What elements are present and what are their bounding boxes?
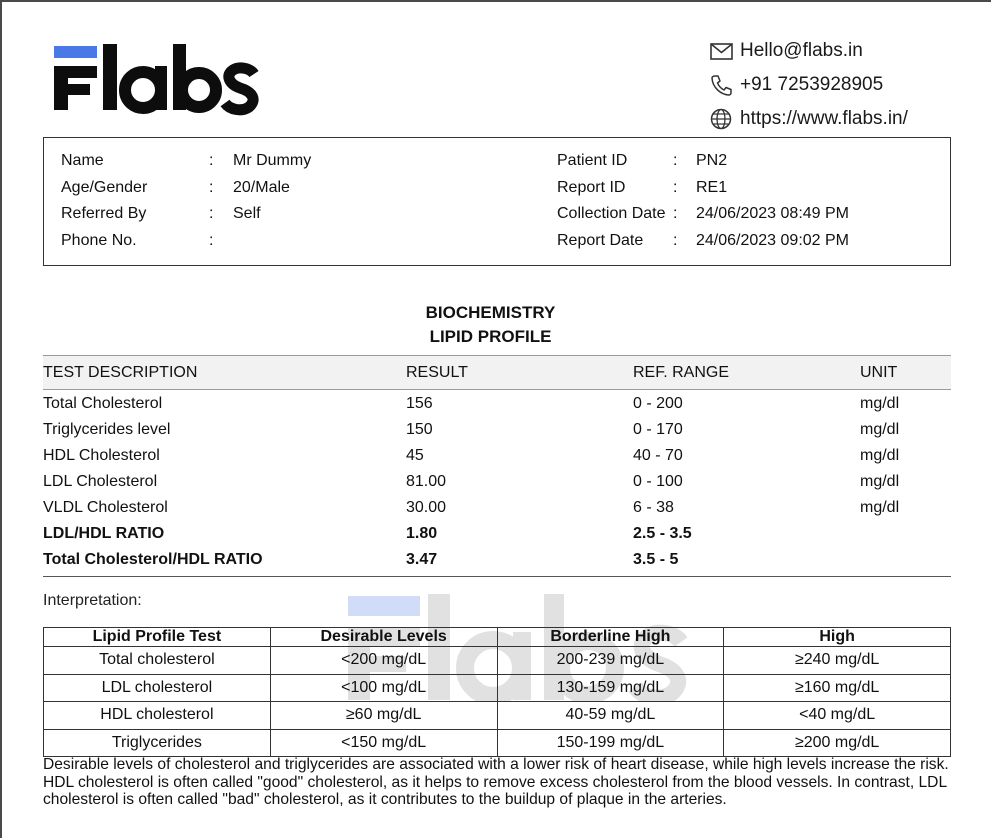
test-ref-range: 0 - 170	[633, 421, 683, 438]
patient-referred-by-value: Self	[233, 205, 261, 222]
colon: :	[209, 231, 214, 249]
table-row	[44, 647, 951, 675]
interpretation-header-row	[44, 628, 951, 647]
test-name: Total Cholesterol/HDL RATIO	[43, 551, 263, 568]
lipid-test-name: Triglycerides	[44, 729, 271, 757]
patient-right-values	[696, 151, 849, 257]
table-row	[44, 729, 951, 757]
flabs-logo	[54, 44, 264, 116]
test-name: Total Cholesterol	[43, 395, 163, 412]
desirable-level: <100 mg/dL	[270, 674, 497, 702]
interpretation-table	[43, 627, 951, 757]
header-borderline-high: Borderline High	[497, 628, 724, 647]
table-row	[43, 391, 951, 417]
header-ref-range: REF. RANGE	[633, 364, 730, 381]
page-border	[0, 0, 2, 838]
test-result: 45	[406, 447, 424, 464]
colon: :	[673, 205, 678, 222]
results-header-row	[43, 355, 951, 390]
table-row	[44, 702, 951, 730]
report-date-value: 24/06/2023 09:02 PM	[696, 231, 850, 249]
header-desirable-levels: Desirable Levels	[270, 628, 497, 647]
results-table	[43, 355, 951, 577]
test-unit: mg/dl	[860, 499, 900, 516]
patient-id-label: Patient ID	[557, 152, 628, 169]
header-high: High	[724, 628, 951, 647]
contact-website[interactable]	[709, 102, 908, 136]
test-ref-range: 0 - 100	[633, 473, 683, 490]
phone-icon	[709, 73, 733, 97]
test-unit: mg/dl	[860, 447, 900, 464]
high-level: ≥160 mg/dL	[724, 674, 951, 702]
test-result: 30.00	[406, 499, 447, 516]
desirable-level: <200 mg/dL	[270, 647, 497, 675]
patient-phone-label: Phone No.	[61, 231, 137, 249]
table-row	[43, 547, 951, 573]
test-name: LDL/HDL RATIO	[43, 525, 165, 542]
page-border	[0, 0, 991, 2]
report-title: LIPID PROFILE	[429, 327, 552, 346]
desirable-level: ≥60 mg/dL	[270, 702, 497, 730]
borderline-level: 150-199 mg/dL	[497, 729, 724, 757]
borderline-level: 200-239 mg/dL	[497, 647, 724, 675]
table-row	[43, 521, 951, 547]
collection-date-label: Collection Date	[557, 205, 666, 222]
report-id-value: RE1	[696, 178, 728, 196]
test-ref-range: 2.5 - 3.5	[633, 525, 692, 542]
patient-left-values	[233, 151, 311, 257]
test-result: 156	[406, 395, 433, 412]
high-level: ≥200 mg/dL	[724, 729, 951, 757]
high-level: ≥240 mg/dL	[724, 647, 951, 675]
table-row	[43, 469, 951, 495]
test-name: LDL Cholesterol	[43, 473, 158, 490]
contact-email[interactable]	[709, 34, 908, 68]
department-title: BIOCHEMISTRY	[425, 303, 556, 322]
test-ref-range: 6 - 38	[633, 499, 674, 516]
patient-info-box	[43, 137, 951, 266]
lipid-test-name: Total cholesterol	[44, 647, 271, 675]
colon: :	[209, 178, 214, 196]
test-unit: mg/dl	[860, 473, 900, 490]
colon: :	[673, 152, 678, 169]
contact-email-text[interactable]: Hello@flabs.in	[740, 40, 863, 61]
test-name: Triglycerides level	[43, 421, 171, 438]
colon: :	[673, 231, 678, 249]
header-result: RESULT	[406, 364, 468, 381]
colon: :	[209, 152, 214, 169]
patient-id-value: PN2	[696, 152, 728, 169]
test-result: 150	[406, 421, 433, 438]
patient-left-colons	[209, 151, 213, 257]
header-lipid-profile-test: Lipid Profile Test	[44, 628, 271, 647]
table-row	[43, 495, 951, 521]
high-level: <40 mg/dL	[724, 702, 951, 730]
table-row	[43, 417, 951, 443]
mail-icon	[709, 39, 733, 63]
test-unit: mg/dl	[860, 421, 900, 438]
colon: :	[209, 205, 214, 222]
borderline-level: 130-159 mg/dL	[497, 674, 724, 702]
table-row	[43, 443, 951, 469]
contact-phone-text[interactable]: +91 7253928905	[740, 74, 884, 95]
test-ref-range: 0 - 200	[633, 395, 683, 412]
contact-block	[709, 34, 908, 136]
patient-right-colons	[673, 151, 677, 257]
test-ref-range: 40 - 70	[633, 447, 683, 464]
lipid-test-name: LDL cholesterol	[44, 674, 271, 702]
colon: :	[673, 178, 678, 196]
interpretation-label: Interpretation:	[43, 592, 142, 609]
test-result: 3.47	[406, 551, 438, 568]
test-unit: mg/dl	[860, 395, 900, 412]
globe-icon	[709, 107, 733, 131]
test-result: 1.80	[406, 525, 438, 542]
test-name: HDL Cholesterol	[43, 447, 160, 464]
patient-age-gender-label: Age/Gender	[61, 178, 148, 196]
interpretation-note: Desirable levels of cholesterol and triglycerides are associated with a lower risk of heart disease, while high levels increase the risk. HDL cholesterol is often called "good" cholesterol, as it helps to remove excess cholesterol from the blood vessels. In contrast, LDL cholesterol is often called "bad" cholesterol, as it contributes to the buildup of plaque in the arteries.	[43, 756, 949, 808]
patient-referred-by-label: Referred By	[61, 205, 147, 222]
divider	[43, 576, 951, 577]
patient-name-value: Mr Dummy	[233, 152, 312, 169]
collection-date-value: 24/06/2023 08:49 PM	[696, 205, 850, 222]
results-body	[43, 390, 951, 573]
patient-left-labels	[61, 151, 147, 257]
report-id-label: Report ID	[557, 178, 626, 196]
test-ref-range: 3.5 - 5	[633, 551, 679, 568]
lipid-test-name: HDL cholesterol	[44, 702, 271, 730]
patient-name-label: Name	[61, 152, 104, 169]
table-row	[44, 674, 951, 702]
test-result: 81.00	[406, 473, 447, 490]
desirable-level: <150 mg/dL	[270, 729, 497, 757]
contact-phone[interactable]	[709, 68, 908, 102]
patient-phone-value	[233, 231, 311, 258]
contact-website-text[interactable]: https://www.flabs.in/	[740, 108, 908, 129]
header-test-description: TEST DESCRIPTION	[43, 364, 198, 381]
patient-age-gender-value: 20/Male	[233, 178, 290, 196]
patient-right-labels	[557, 151, 666, 257]
header-unit: UNIT	[860, 364, 898, 381]
borderline-level: 40-59 mg/dL	[497, 702, 724, 730]
test-name: VLDL Cholesterol	[43, 499, 168, 516]
report-date-label: Report Date	[557, 231, 644, 249]
